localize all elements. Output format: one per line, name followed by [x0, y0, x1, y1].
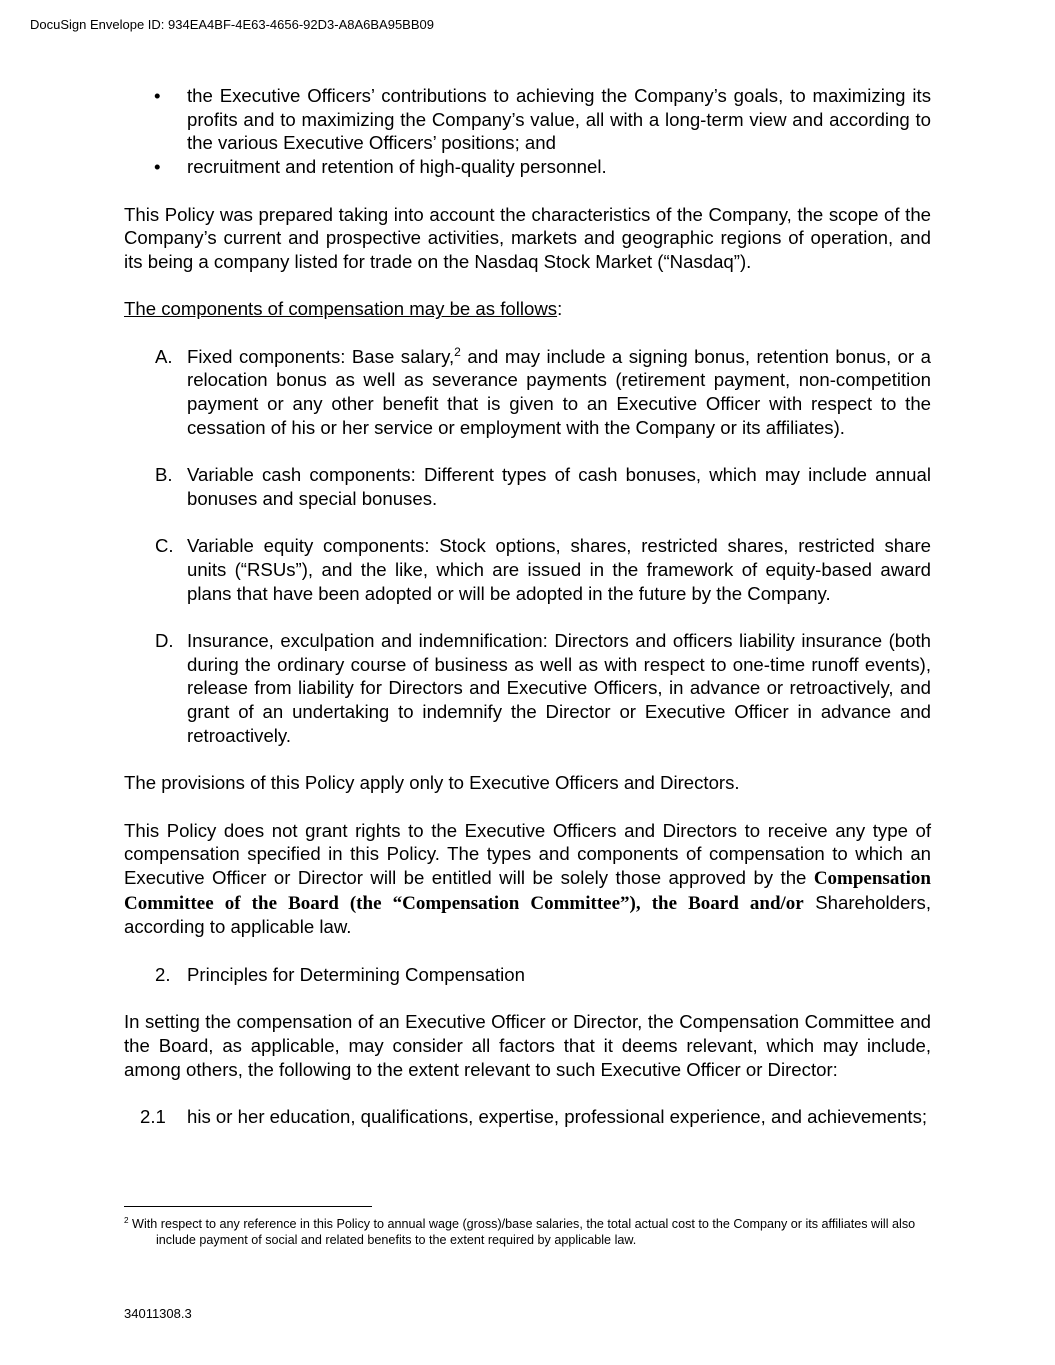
docusign-envelope-id: DocuSign Envelope ID: 934EA4BF-4E63-4656-92D3-A8A6BA95BB09: [30, 17, 434, 32]
section-title: Principles for Determining Compensation: [187, 963, 525, 985]
bullet-marker: •: [154, 156, 161, 178]
bullet-text: the Executive Officers’ contributions to achieving the Company’s goals, to maximizing its profits and to maximizing the Company’s value, all with a long-term view and according to the various Executive Officers’ positions; and: [187, 85, 931, 154]
item-title: Insurance, exculpation and indemnification:: [187, 630, 548, 652]
item-text: Directors and officers liability insurance (both during the ordinary course of business as well as with respect to one-time runoff events), release from liability for Directors and Executive Officers, in advance or retroactively, and grant of an undertaking to indemnify the Director or Executive Officer in advance and retroactively.: [187, 630, 931, 746]
item-letter: D.: [155, 630, 174, 652]
footnote-divider: [124, 1206, 372, 1207]
subitem-text: his or her education, qualifications, expertise, professional experience, and achievements;: [187, 1106, 928, 1128]
components-list: [124, 345, 931, 748]
footnote-reference: 2: [454, 344, 461, 359]
component-item-d: [124, 629, 931, 748]
item-letter: C.: [155, 535, 174, 557]
rights-text: This Policy does not grant rights to the Executive Officers and Directors to receive any type of compensation specified in this Policy. The types and components of compensation to which an Executive Officer or Director will be entitled will be solely those approved by the: [124, 819, 931, 889]
section-number: 2.: [155, 963, 171, 985]
footnote-marker: 2: [124, 1215, 129, 1225]
item-text-continued: and may include a signing bonus, retention bonus, or a relocation bonus as well as severance payments (retirement payment, non-competition payment or any other benefit that is given to an Executive Officer with respect to the cessation of his or her service or employment with the Company or its affiliates).: [187, 345, 931, 438]
provisions-paragraph: The provisions of this Policy apply only to Executive Officers and Directors.: [124, 772, 740, 794]
item-text: Stock options, shares, restricted shares, restricted share units (“RSUs”), and the like, which are issued in the framework of equity-based award plans that have been adopted or will be adopted in the future by the Company.: [187, 535, 931, 604]
bullet-list: [124, 84, 931, 179]
item-title: Fixed components:: [187, 345, 346, 367]
rights-tail: Shareholders, according to applicable law.: [124, 891, 932, 938]
policy-paragraph: This Policy was prepared taking into account the characteristics of the Company, the scope of the Company’s current and prospective activities, markets and geographic regions of operation, and its being a company listed for trade on the Nasdaq Stock Market (“Nasdaq”).: [124, 203, 931, 272]
bullet-marker: •: [154, 85, 161, 106]
component-item-b: [124, 463, 931, 510]
item-title: Variable cash components:: [187, 464, 416, 486]
footnote: [124, 1216, 924, 1248]
item-letter: A.: [155, 345, 173, 367]
item-title: Variable equity components:: [187, 535, 430, 557]
list-item: [124, 155, 931, 179]
rights-bold-text: Compensation Committee of the Board (the “Compensation Committee”), the Board and/or: [124, 868, 931, 914]
item-text: Different types of cash bonuses, which may include annual bonuses and special bonuses.: [187, 464, 931, 509]
components-colon: :: [557, 298, 563, 320]
footnote-text: With respect to any reference in this Policy to annual wage (gross)/base salaries, the total actual cost to the Company or its affiliates will also include payment of social and related benefits to the extent required by applicable law.: [128, 1217, 916, 1247]
subitem-number: 2.1: [140, 1106, 166, 1128]
subitem: [124, 1105, 931, 1129]
document-number: 34011308.3: [124, 1306, 192, 1321]
rights-paragraph: [124, 819, 931, 940]
list-item: [124, 84, 931, 155]
item-text: Base salary,: [345, 345, 455, 367]
item-letter: B.: [155, 464, 173, 486]
components-heading: The components of compensation may be as follows: [124, 298, 558, 320]
setting-paragraph: In setting the compensation of an Executive Officer or Director, the Compensation Committee and the Board, as applicable, may consider all factors that it deems relevant, which may include, among others, the following to the extent relevant to such Executive Officer or Director:: [124, 1011, 931, 1080]
component-item-c: [124, 534, 931, 605]
section-heading: [124, 963, 931, 987]
page-body: [124, 84, 931, 1129]
components-heading-line: [124, 297, 931, 321]
bullet-text: recruitment and retention of high-quality personnel.: [187, 156, 607, 178]
component-item-a: [124, 345, 931, 440]
